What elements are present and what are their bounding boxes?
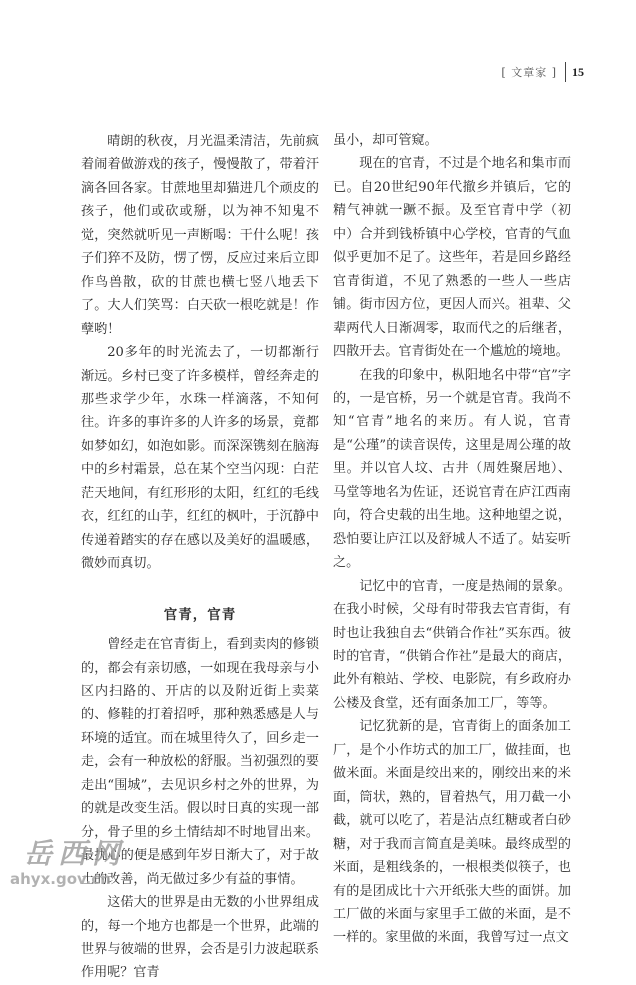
section-label: [ 文章家 ] [501,66,557,79]
paragraph: 现在的官青，不过是个地名和集市而已。自20世纪90年代撤乡并镇后，它的精气神就一蹶不振。及至官青中学（初中）合并到钱桥镇中心学校，官青的气血似乎更加不足了。这些年，若是回乡路经官青街道，不见了熟悉的一些人一些店铺。街市因方位，更因人而兴。祖辈、父辈两代人日渐凋零，取而代之的后继者，四散开去。官青街处在一个尴尬的境地。 [333,156,571,360]
paragraph: 记忆中的官青，一度是热闹的景象。在我小时候，父母有时带我去官青街，有时也让我独自去“供销合作社”买东西。彼时的官青，“供销合作社”是最大的商店，此外有粮站、学校、电影院，有乡政府办公楼及食堂，还有面条加工厂，等等。 [333,578,571,711]
paragraph: 记忆犹新的是，官青街上的面条加工厂，是个小作坊式的加工厂，做挂面，也做米面。米面是绞出来的，刚绞出来的米面，筒状，熟的，冒着热气，用刀截一小截，就可以吃了，若是沾点红糖或者白砂糖，对于我而言简直是美味。最终成型的米面，是粗线条的，一根根类似筷子，也有的是团成比十六开纸张大些的面饼。加工厂做的米面与家里手工做的米面，是不一样的。家里做的米面，我曾写过一点文 [333,719,571,946]
page-number: 15 [572,64,584,79]
paragraph: 晴朗的秋夜，月光温柔清洁，先前疯着闹着做游戏的孩子，慢慢散了，带着汗滴各回各家。甘蔗地里却猫进几个顽皮的孩子，他们或砍或掰，以为神不知鬼不觉，突然就听见一声断喝：干什么呢！孩子们猝不及防，愣了愣，反应过来后立即作鸟兽散，砍的甘蔗也横七竖八地丢下了。大人们笑骂：白天砍一根吃就是！作孽哟！ [81,134,319,337]
paragraph: 在我的印象中，枞阳地名中带“官”字的，一是官桥，另一个就是官青。我尚不知“官青”地名的来历。有人说，官青是“公瑾”的读音误传，这里是周公瑾的故里。并以官人坟、古井（周姓聚居地）、马堂等地名为佐证，还说官青在庐江西南向，符合史载的出生地。这种地望之说，恐怕要让庐江以及舒城人不适了。姑妄听之。 [333,367,571,571]
paragraph: 这偌大的世界是由无数的小世界组成的，每一个地方也都是一个世界，此端的世界与彼端的世界，会否是引力波起联系作用呢？官青 [81,895,319,981]
watermark-logo: 岳西网 [24,837,127,870]
section-heading: 官青，官青 [163,606,237,623]
running-header [501,62,584,82]
right-column [333,129,571,950]
site-watermark [2,838,130,898]
watermark-url: ahyx.gov.cn [10,870,111,888]
paragraph: 20多年的时光流去了，一切都渐行渐远。乡村已变了许多模样，曾经奔走的那些求学少年，水珠一样滴落，不知何往。许多的事许多的人许多的场景，竟都如梦如幻，如泡如影。而深深镌刻在脑海中的乡村霜景，总在某个空当闪现：白茫茫天地间，有红形形的太阳，红红的毛线衣，红红的山芋，红红的枫叶，于沉静中传递着踏实的存在感以及美好的温暖感，微妙而真切。 [81,345,319,572]
header-divider [565,62,566,82]
paragraph: 曾经走在官青街上，看到卖肉的修锁的，都会有亲切感，一如现在我母亲与小区内扫路的、开店的以及附近街上卖菜的、修鞋的打着招呼，那种熟悉感是人与环境的适宜。而在城里待久了，回乡走一走，会有一种放松的舒服。当初强烈的要走出“围城”，去见识乡村之外的世界，为的就是改变生活。假以时日真的实现一部分，骨子里的乡土情结却不时地冒出来。最扰心的便是感到年岁日渐大了，对于故土的改善，尚无做过多少有益的事情。 [81,637,319,887]
paragraph-continuation: 虽小，却可管窥。 [333,133,438,148]
